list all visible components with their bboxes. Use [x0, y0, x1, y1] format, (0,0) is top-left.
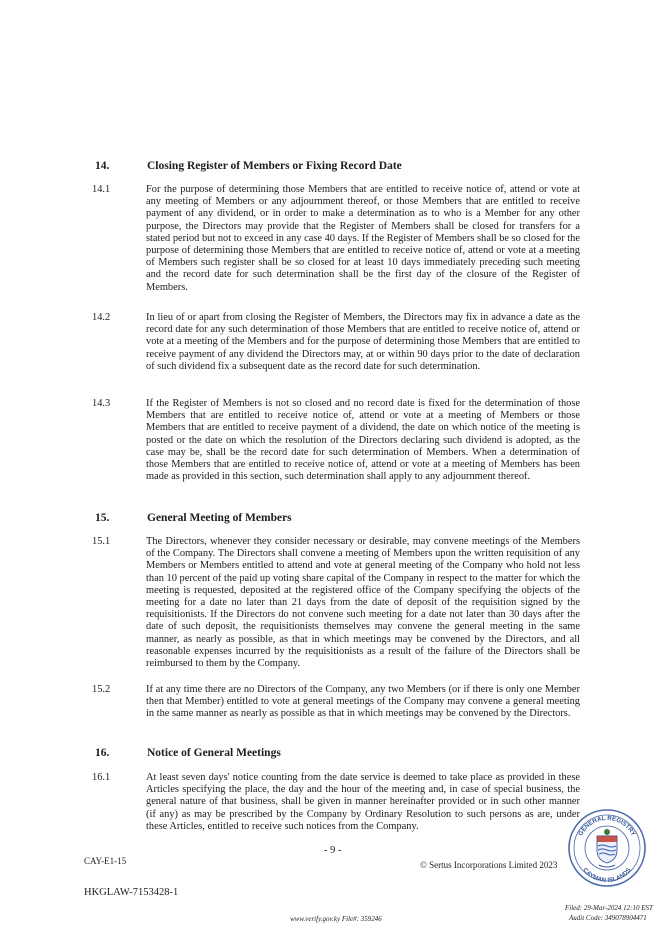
- clause-number: 14.3: [92, 398, 111, 409]
- section-title: Notice of General Meetings: [147, 747, 281, 759]
- clause-number: 16.1: [92, 772, 111, 783]
- clause-number: 15.2: [92, 684, 111, 695]
- clause-15-1: [92, 536, 580, 670]
- registry-seal-icon: [567, 808, 647, 888]
- clause-14-3: [92, 398, 580, 483]
- clause-number: 15.1: [92, 536, 111, 547]
- clause-16-1: [92, 772, 580, 833]
- section-number: 16.: [95, 747, 110, 759]
- section-number: 14.: [95, 160, 110, 172]
- section-title: Closing Register of Members or Fixing Record Date: [147, 160, 402, 172]
- document-reference: HKGLAW-7153428-1: [84, 887, 179, 898]
- clause-text: In lieu of or apart from closing the Register of Members, the Directors may fix in advance a date as the record date for any such determination of those Members that are entitled to receive notice of, attend or vote at a meeting of the Members and for the purpose of determining those Members that are entitled to receive payment of any dividend the Directors may, at or within 90 days prior to the date of declaration of such dividend fix a subsequent date as the record date for such determination.: [146, 312, 580, 372]
- copyright-notice: © Sertus Incorporations Limited 2023: [420, 860, 558, 870]
- clause-number: 14.2: [92, 312, 111, 323]
- clause-text: For the purpose of determining those Members that are entitled to receive notice of, attend or vote at any meeting of Members or any adjournment thereof, or those Members that are entitled to receive payment of any dividend, or in order to make a determination as to who is a Member for any other purpose, the Directors may provide that the Register of Members shall be closed for transfers for a stated period but not to exceed in any case 40 days. If the Register of Members shall be so closed for the purpose of determining those Members that are entitled to receive notice of, attend or vote at a meeting of Members such register shall be so closed for at least 10 days immediately preceding such meeting and the record date for such determination shall be the first day of the closure of the Register of Members.: [146, 184, 580, 293]
- clause-14-2: [92, 312, 580, 373]
- clause-14-1: [92, 184, 580, 294]
- clause-15-2: [92, 684, 580, 721]
- seal-bottom-text: CAYMAN ISLANDS: [581, 866, 633, 885]
- verify-url: www.verify.gov.ky File#: 359246: [290, 915, 382, 923]
- clause-text: If the Register of Members is not so closed and no record date is fixed for the determination of those Members that are entitled to receive notice of, attend or vote at a meeting of Members or those Members that are entitled to receive payment of a dividend, the date on which notice of the meeting is posted or the date on which the resolution of the Directors declaring such dividend is adopted, as the case may be, shall be the record date for such determination of Members. When a determination of those Members that are entitled to receive notice of, attend or vote at a meeting of Members has been made as provided in this section, such determination shall apply to any adjournment thereof.: [146, 398, 580, 483]
- page-number: - 9 -: [324, 845, 342, 856]
- clause-text: At least seven days' notice counting from the date service is deemed to take place as provided in these Articles specifying the place, the day and the hour of the meeting and, in case of special business, the general nature of that business, shall be given in manner hereinafter provided or in such other manner (if any) as may be prescribed by the Company by Ordinary Resolution to such persons as are, under these Articles, entitled to receive such notices from the Company.: [146, 772, 580, 832]
- audit-code: Audit Code: 349078904471: [569, 914, 647, 922]
- clause-text: The Directors, whenever they consider necessary or desirable, may convene meetings of the Members of the Company. The Directors shall convene a meeting of Members upon the written requisition of any Members or Members entitled to attend and vote at general meeting of the Company who hold not less than 10 percent of the paid up voting share capital of the Company in respect to the matter for which the meeting is requested, deposited at the registered office of the Company specifying the objects of the meeting for a date no later than 21 days from the date of deposit of the requisition signed by the requisitionists. If the Directors do not convene such meeting for a date not later than 30 days after the date of such deposit, the requisitionists themselves may convene the general meeting in the same manner, as nearly as possible, as that in which meetings may be convened by the Directors, and all reasonable expenses incurred by the requisitionists as a result of the failure of the Directors shall be reimbursed to them by the Company.: [146, 536, 580, 670]
- section-number: 15.: [95, 512, 110, 524]
- doc-code: CAY-E1-15: [84, 856, 127, 866]
- section-title: General Meeting of Members: [147, 512, 292, 524]
- filed-stamp: Filed: 29-Mar-2024 12:10 EST: [565, 904, 653, 912]
- seal-top-text: GENERAL REGISTRY: [577, 814, 637, 838]
- clause-number: 14.1: [92, 184, 111, 195]
- clause-text: If at any time there are no Directors of the Company, any two Members (or if there is only one Member then that Member) entitled to vote at general meetings of the Company may convene a general meeting in the same manner as nearly as possible as that in which meetings may be convened by the Directors.: [146, 684, 580, 720]
